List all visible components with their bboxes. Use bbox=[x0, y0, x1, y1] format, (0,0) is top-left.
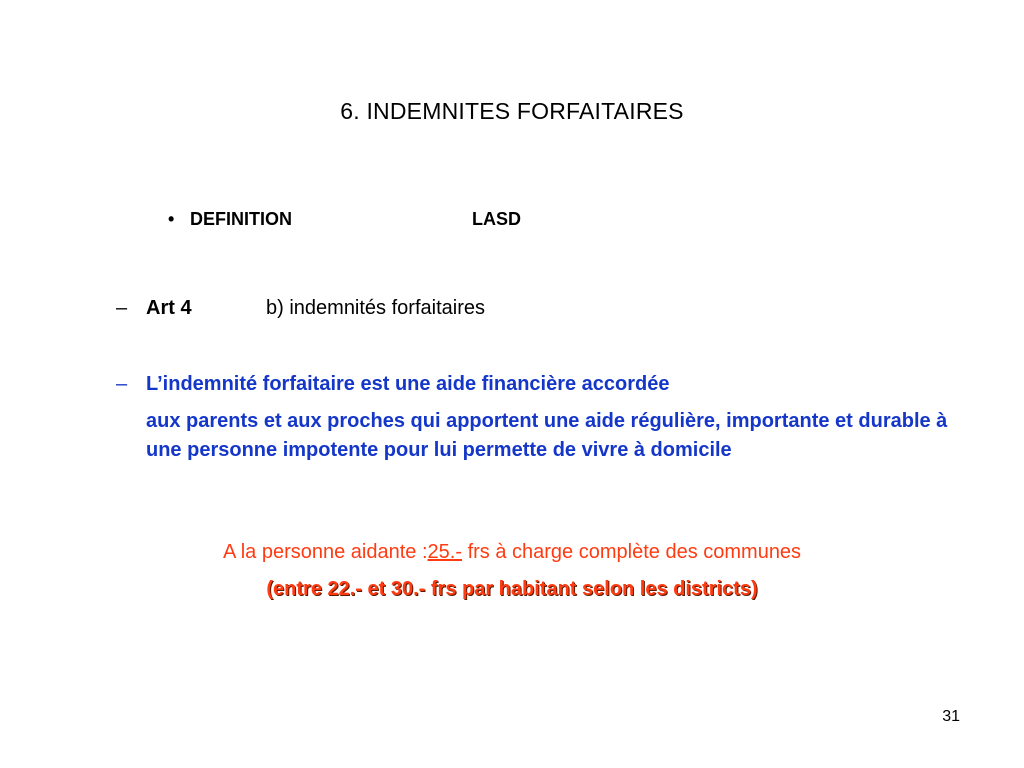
definition-text-paragraph: aux parents et aux proches qui apportent une aide régulière, importante et durable à une personne impotente pour lui permette de vivre à domicile bbox=[146, 410, 948, 461]
definition-source: LASD bbox=[472, 209, 521, 229]
bullet-icon: • bbox=[168, 209, 175, 229]
allowance-suffix: frs à charge complète des communes bbox=[462, 541, 802, 563]
allowance-line bbox=[0, 541, 1024, 564]
page-number: 31 bbox=[942, 708, 960, 725]
definition-text-block bbox=[116, 370, 976, 465]
article-label: Art 4 bbox=[146, 297, 192, 319]
dash-icon: – bbox=[116, 297, 128, 319]
definition-label: DEFINITION bbox=[190, 209, 292, 229]
allowance-amount: 25.- bbox=[427, 541, 463, 563]
allowance-prefix: A la personne aidante : bbox=[222, 541, 428, 563]
allowance-range-note: (entre 22.- et 30.- frs par habitant selon les districts) bbox=[266, 578, 758, 600]
slide-title: 6. INDEMNITES FORFAITAIRES bbox=[340, 98, 684, 124]
definition-text-line: L’indemnité forfaitaire est une aide financière accordée bbox=[146, 373, 670, 395]
definition-heading bbox=[168, 209, 521, 230]
article-text: b) indemnités forfaitaires bbox=[266, 297, 485, 319]
dash-icon: – bbox=[116, 373, 128, 395]
